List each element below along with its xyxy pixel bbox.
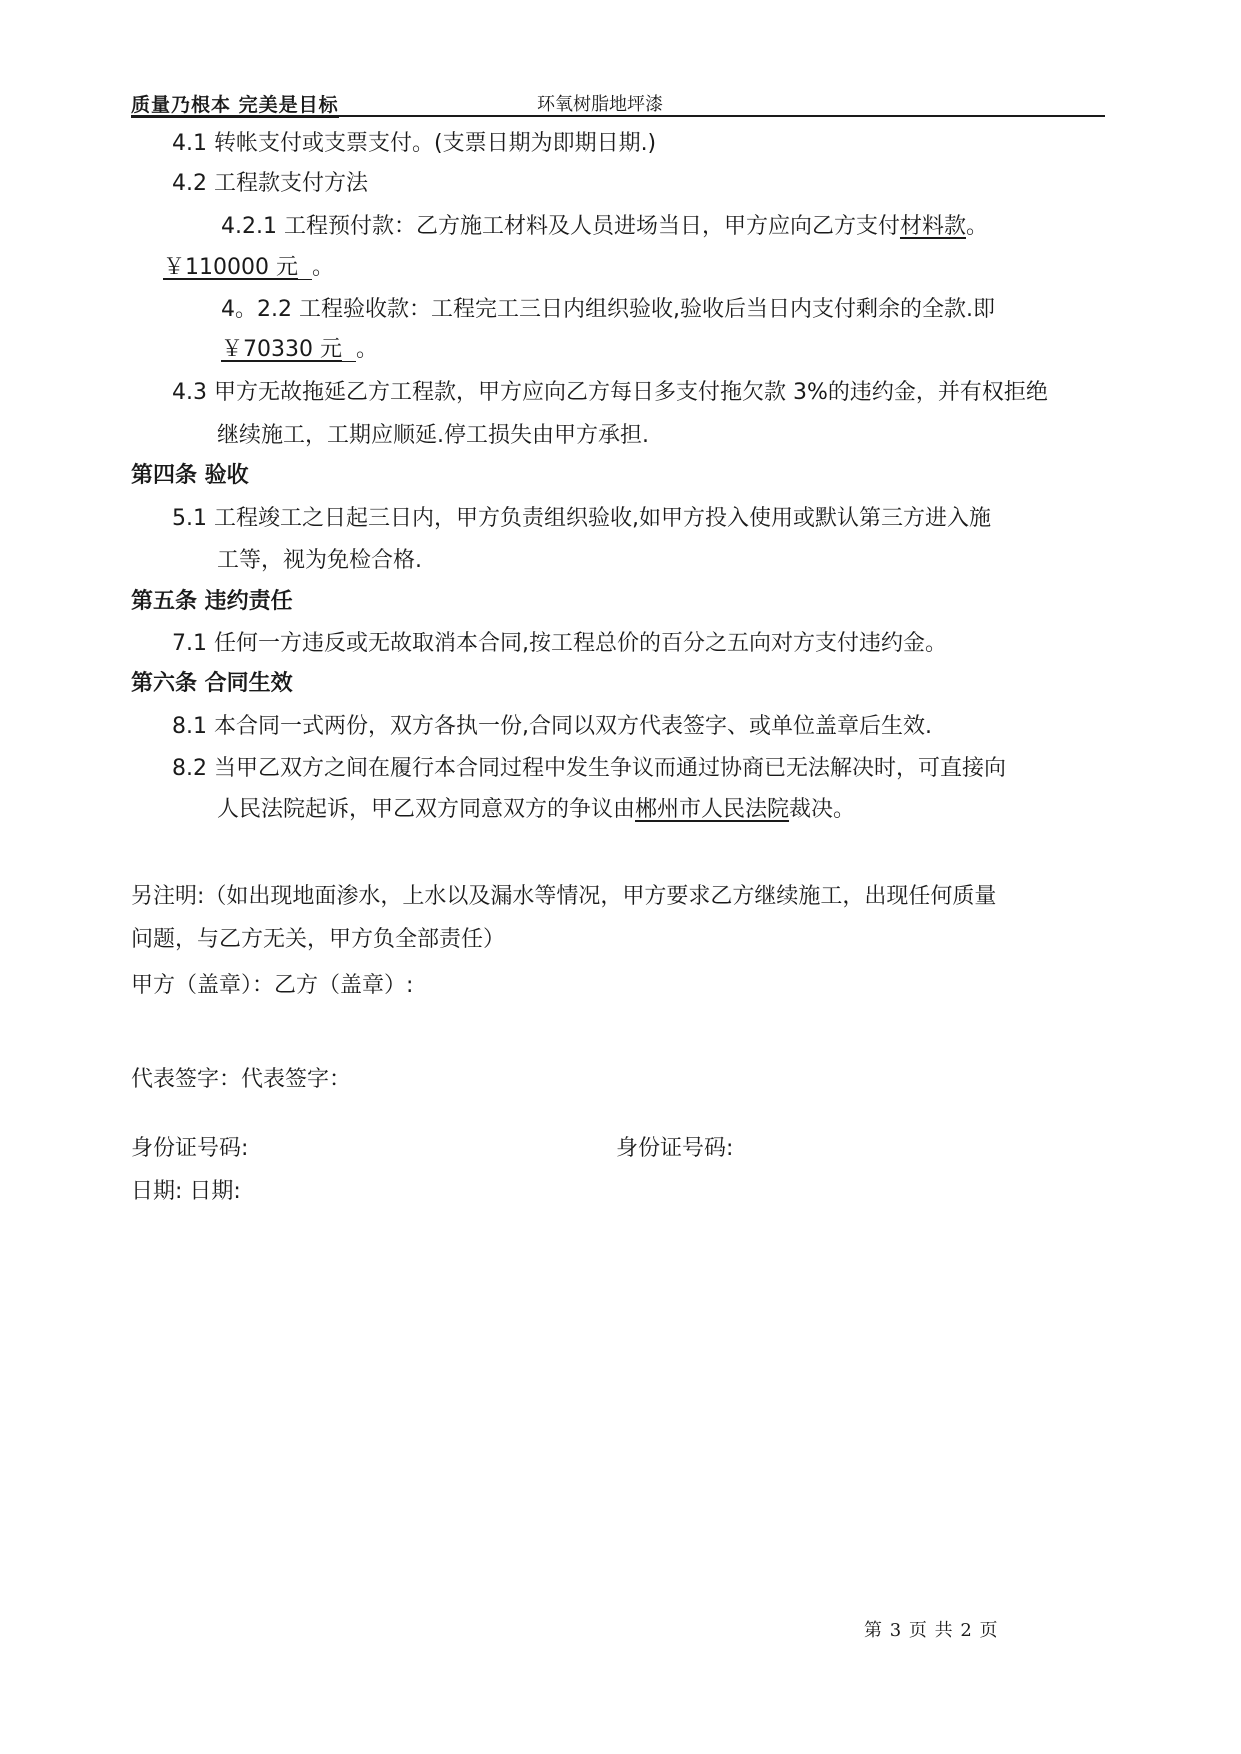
court-name: 郴州市人民法院: [635, 797, 790, 822]
clause-8-2-end: 裁决。: [789, 797, 856, 822]
clause-4-2: 4.2 工程款支付方法: [172, 171, 368, 196]
clause-4-2-1: [221, 212, 988, 242]
note-line1: 另注明:（如出现地面渗水，上水以及漏水等情况，甲方要求乙方继续施工，出现任何质量: [131, 884, 997, 909]
clause-8-2-text: 人民法院起诉，甲乙双方同意双方的争议由: [217, 797, 636, 822]
id-number-right: 身份证号码:: [616, 1136, 734, 1161]
clause-8-1: 8.1 本合同一式两份，双方各执一份,合同以双方代表签字、或单位盖章后生效.: [172, 714, 932, 739]
clause-4-2-1-end: 。: [966, 214, 989, 239]
clause-5-1-line2: 工等，视为免检合格.: [217, 548, 422, 573]
clause-8-2-line2: [217, 795, 855, 825]
clause-4-3-line1: 4.3 甲方无故拖延乙方工程款，甲方应向乙方每日多支付拖欠款 3%的违约金，并有权拒绝: [172, 380, 1048, 405]
clause-7-1: 7.1 任何一方违反或无故取消本合同,按工程总价的百分之五向对方支付违约金。: [172, 631, 947, 656]
seal-line: 甲方（盖章）：乙方（盖章）:: [131, 973, 414, 998]
id-number-left: 身份证号码:: [131, 1136, 249, 1161]
article-6-heading: 第六条 合同生效: [131, 671, 293, 696]
date-line: 日期: 日期:: [131, 1179, 241, 1204]
clause-8-2-line1: 8.2 当甲乙双方之间在履行本合同过程中发生争议而通过协商已无法解决时，可直接向: [172, 756, 1006, 781]
advance-payment-amount: [163, 253, 334, 283]
page-number: 第 3 页 共 2 页: [864, 1620, 999, 1641]
article-4-heading: 第四条 验收: [131, 463, 249, 488]
period-1: 。: [311, 255, 334, 280]
clause-4-2-2: 4。2.2 工程验收款：工程完工三日内组织验收,验收后当日内支付剩余的全款.即: [221, 297, 995, 322]
note-line2: 问题，与乙方无关，甲方负全部责任）: [131, 927, 506, 952]
representative-signature-line: 代表签字：代表签字：: [131, 1067, 352, 1092]
clause-4-3-line2: 继续施工，工期应顺延.停工损失由甲方承担.: [217, 423, 649, 448]
amount-blank-2: [342, 360, 356, 362]
material-fee-text: 材料款: [899, 214, 966, 239]
clause-4-2-1-text: 4.2.1 工程预付款：乙方施工材料及人员进场当日，甲方应向乙方支付: [221, 214, 900, 239]
article-5-heading: 第五条 违约责任: [131, 589, 293, 614]
clause-5-1-line1: 5.1 工程竣工之日起三日内，甲方负责组织验收,如甲方投入使用或默认第三方进入施: [172, 506, 991, 531]
clause-4-1: 4.1 转帐支付或支票支付。(支票日期为即期日期.): [172, 131, 657, 156]
period-2: 。: [355, 337, 378, 362]
header-title: 环氧树脂地坪漆: [537, 94, 663, 115]
amount-blank: [298, 278, 312, 280]
header-divider: [131, 115, 1105, 117]
header-slogan: 质量乃根本 完美是目标: [131, 94, 339, 116]
advance-amount-value: ￥110000 元: [163, 255, 298, 280]
acceptance-amount-value: ￥70330 元: [221, 337, 342, 362]
acceptance-payment-amount: [221, 335, 378, 365]
